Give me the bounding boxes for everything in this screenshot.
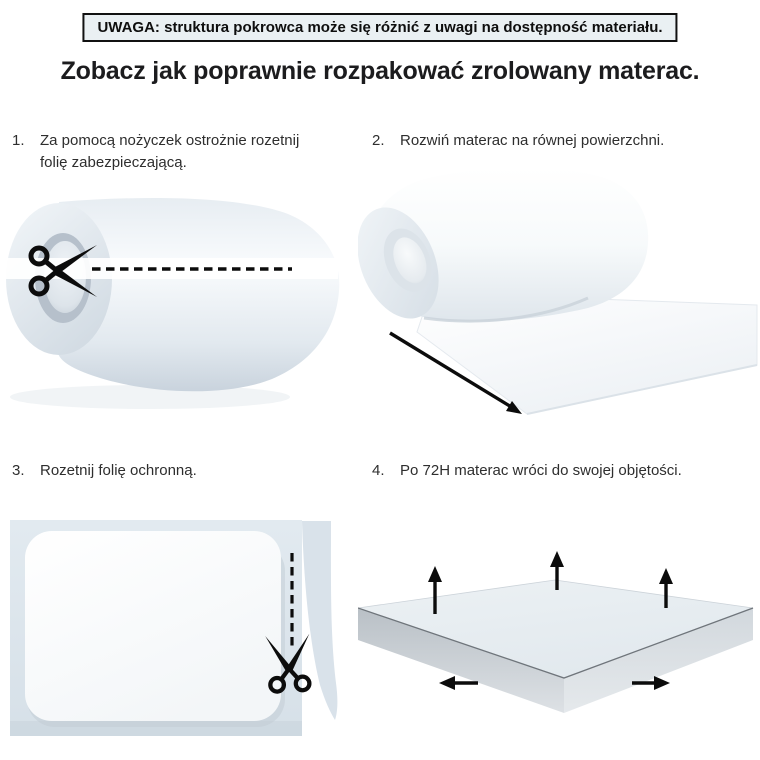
step-4-item: [372, 460, 682, 482]
step-4-text-line1: Po 72H materac wróci do swojej objętości.: [400, 462, 682, 479]
step-1-number: 1.: [12, 132, 25, 149]
step-1-text-line2: folię zabezpieczającą.: [40, 153, 187, 171]
step-1-text-line1: Za pomocą nożyczek ostrożnie rozetnij: [40, 132, 300, 149]
notice-banner: [82, 13, 677, 42]
step-1-item: [12, 130, 299, 174]
step-2-item: [372, 130, 664, 152]
page-title: Zobacz jak poprawnie rozpakować zrolowany materac.: [60, 57, 700, 85]
step-3-item: [12, 460, 197, 482]
rolled-mattress-illustration: [0, 185, 345, 435]
step-3-text-line1: Rozetnij folię ochronną.: [40, 462, 197, 479]
roll-shadow: [10, 385, 290, 409]
step-3-text: [40, 460, 197, 482]
step-2-text: [400, 130, 664, 152]
notice-text: UWAGA: struktura pokrowca może się różnić z uwagi na dostępność materiału.: [97, 19, 663, 36]
film-cutting-illustration: [0, 515, 345, 760]
step-2-text-line1: Rozwiń materac na równej powierzchni.: [400, 132, 665, 149]
step-3-number: 3.: [12, 462, 25, 479]
unrolling-mattress-illustration: [358, 168, 760, 430]
step-2-number: 2.: [372, 132, 385, 149]
step-1-text: [40, 130, 299, 174]
step-4-number: 4.: [372, 462, 385, 479]
step-4-text: [400, 460, 682, 482]
expanding-mattress-illustration: [358, 535, 760, 760]
flat-mattress: [25, 531, 281, 721]
